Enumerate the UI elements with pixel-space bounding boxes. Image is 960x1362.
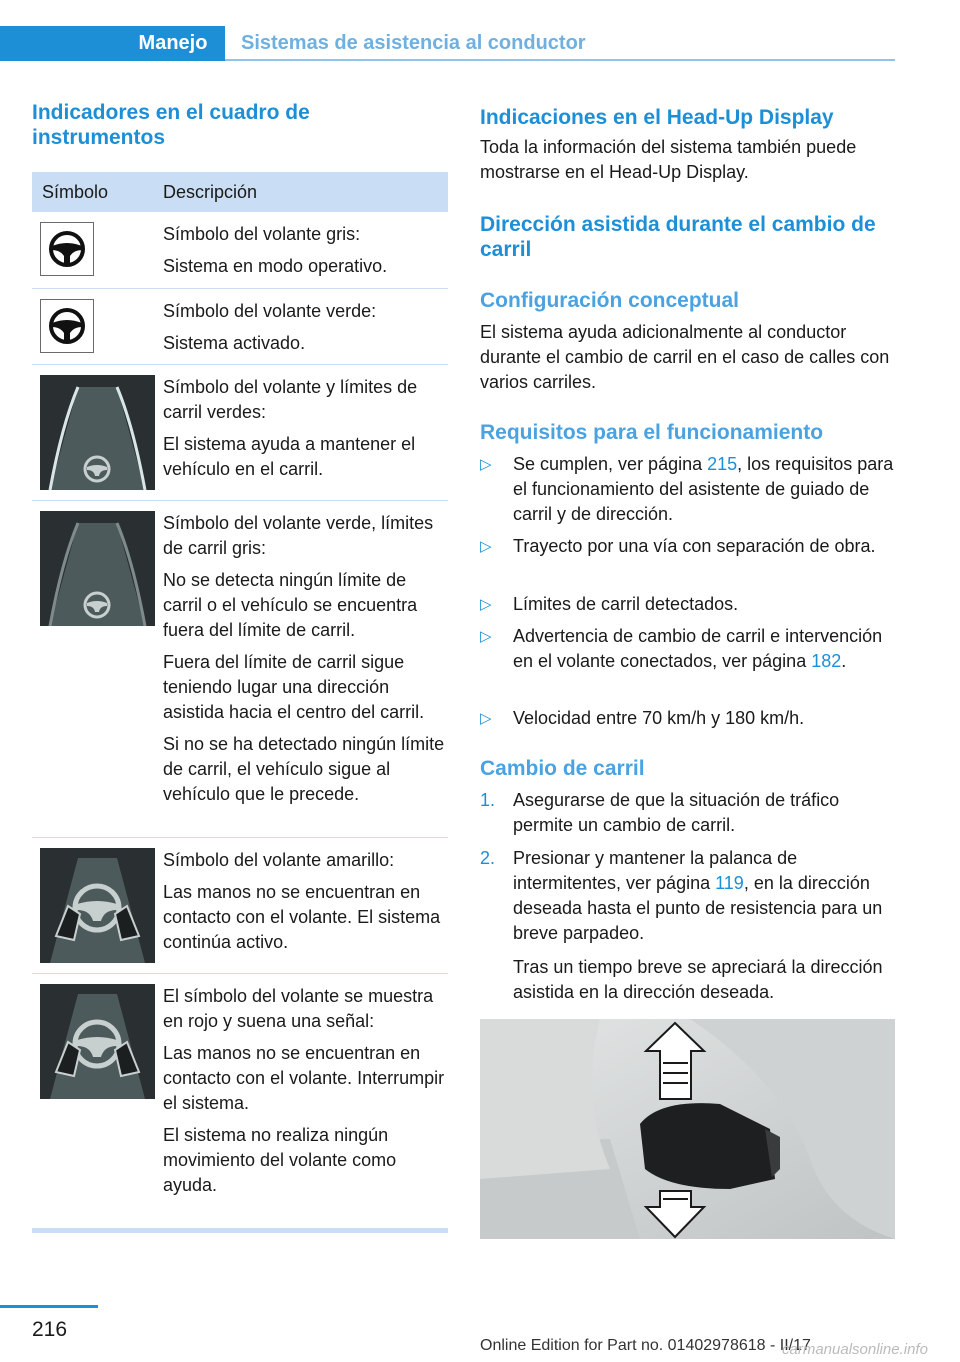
instrument-cluster-heading: Indicadores en el cuadro de instrumentos <box>32 101 310 149</box>
lane-change-heading: Dirección asistida durante el cambio de carril <box>480 213 876 261</box>
triangle-bullet-icon: ▷ <box>480 628 492 645</box>
section-tab[interactable]: Manejo <box>121 26 225 61</box>
list-item-text <box>513 846 895 946</box>
row-text: El símbolo del volante se muestra en rojo y suena una señal: <box>163 986 434 1031</box>
page-link-182[interactable]: 182 <box>811 651 842 671</box>
row-text: Fuera del límite de carril sigue teniendo lugar una dirección asistida hacia el centro del carril. <box>163 652 425 722</box>
step-number: 1. <box>480 790 496 810</box>
row-text: El sistema no realiza ningún movimiento del volante como ayuda. <box>163 1125 397 1195</box>
row-text: Símbolo del volante gris: <box>163 224 361 244</box>
triangle-bullet-icon: ▷ <box>480 710 492 727</box>
hud-text: Toda la información del sistema también puede mostrarse en el Head-Up Display. <box>480 137 857 182</box>
text-run: . <box>841 651 847 671</box>
page-number-rule <box>0 1305 98 1308</box>
text-run: , los requisitos para el funcionamiento del asistente de guiado de carril y de dirección. <box>513 454 894 524</box>
left-column <box>32 100 448 1195</box>
requirements-heading: Requisitos para el funcionamiento <box>480 421 824 444</box>
text-run: Se cumplen, ver página <box>513 454 708 474</box>
table-row <box>32 501 448 838</box>
row-text: Sistema activado. <box>163 333 306 353</box>
table-row <box>32 365 448 501</box>
text-run: , en la dirección deseada hasta el punto de resistencia para un breve parpadeo. <box>513 873 883 943</box>
list-item-text: Trayecto por una vía con separación de obra. <box>513 536 876 556</box>
triangle-bullet-icon: ▷ <box>480 596 492 613</box>
row-text: Símbolo del volante amarillo: <box>163 850 395 870</box>
table-row <box>32 974 448 1228</box>
hud-heading: Indicaciones en el Head-Up Display <box>480 106 834 129</box>
row-text: Símbolo del volante y límites de carril verdes: <box>163 377 418 422</box>
col-description-header: Descripción <box>163 181 258 202</box>
table-row <box>32 289 448 365</box>
header-accent-bar <box>0 26 121 61</box>
page-header <box>0 0 960 62</box>
header-rule <box>225 59 895 61</box>
table-row <box>32 838 448 974</box>
list-item-text: Asegurarse de que la situación de tráfico permite un cambio de carril. <box>513 790 840 835</box>
row-text: Las manos no se encuentran en contacto con el volante. Interrumpir el sistema. <box>163 1043 445 1113</box>
row-description <box>163 848 448 962</box>
page-link-119[interactable]: 119 <box>715 873 744 893</box>
lane-limits-grey-image <box>40 511 155 626</box>
edition-note: Online Edition for Part no. 01402978618 - II/17 <box>480 1337 811 1354</box>
row-description <box>163 511 448 814</box>
row-text: Símbolo del volante verde, límites de carril gris: <box>163 513 434 558</box>
turn-signal-lever-image <box>480 1019 895 1239</box>
row-description <box>163 984 448 1205</box>
text-run: Presionar y mantener la palanca de intermitentes, ver página <box>513 848 798 893</box>
text-run: Advertencia de cambio de carril e intervención en el volante conectados, ver página <box>513 626 883 671</box>
triangle-bullet-icon: ▷ <box>480 456 492 473</box>
page-number: 216 <box>32 1318 68 1341</box>
row-text: Las manos no se encuentran en contacto con el volante. El sistema continúa activo. <box>163 882 441 952</box>
row-description <box>163 222 448 286</box>
list-item-text <box>513 624 895 674</box>
hands-off-yellow-image <box>40 848 155 963</box>
steering-wheel-grey-icon <box>40 222 94 276</box>
list-item-text <box>513 452 895 527</box>
list-item-text: Velocidad entre 70 km/h y 180 km/h. <box>513 708 805 728</box>
table-end-rule <box>32 1228 448 1233</box>
lane-change-steps-heading: Cambio de carril <box>480 757 645 780</box>
row-description <box>163 375 448 489</box>
indicator-table <box>32 172 448 1228</box>
row-text: No se detecta ningún límite de carril o el vehículo se encuentra fuera del límite de carril. <box>163 570 418 640</box>
table-row <box>32 212 448 289</box>
steering-wheel-green-icon <box>40 299 94 353</box>
step-number: 2. <box>480 848 496 868</box>
concept-text: El sistema ayuda adicionalmente al conductor durante el cambio de carril en el caso de calles con varios carriles. <box>480 322 890 392</box>
page-link-215[interactable]: 215 <box>707 454 738 474</box>
step-note-text: Tras un tiempo breve se apreciará la dirección asistida en la dirección deseada. <box>513 957 883 1002</box>
col-symbol-header: Símbolo <box>42 181 109 202</box>
table-header <box>32 172 448 212</box>
row-text: Sistema en modo operativo. <box>163 256 388 276</box>
hands-off-red-image <box>40 984 155 1099</box>
row-description <box>163 299 448 363</box>
watermark: carmanualsonline.info <box>782 1341 928 1358</box>
row-text: El sistema ayuda a mantener el vehículo en el carril. <box>163 434 416 479</box>
list-item-text: Límites de carril detectados. <box>513 594 739 614</box>
row-text: Si no se ha detectado ningún límite de carril, el vehículo sigue al vehículo que le precede. <box>163 734 445 804</box>
concept-heading: Configuración conceptual <box>480 289 740 312</box>
lane-limits-green-image <box>40 375 155 490</box>
chapter-title: Sistemas de asistencia al conductor <box>241 32 586 54</box>
triangle-bullet-icon: ▷ <box>480 538 492 555</box>
row-text: Símbolo del volante verde: <box>163 301 377 321</box>
